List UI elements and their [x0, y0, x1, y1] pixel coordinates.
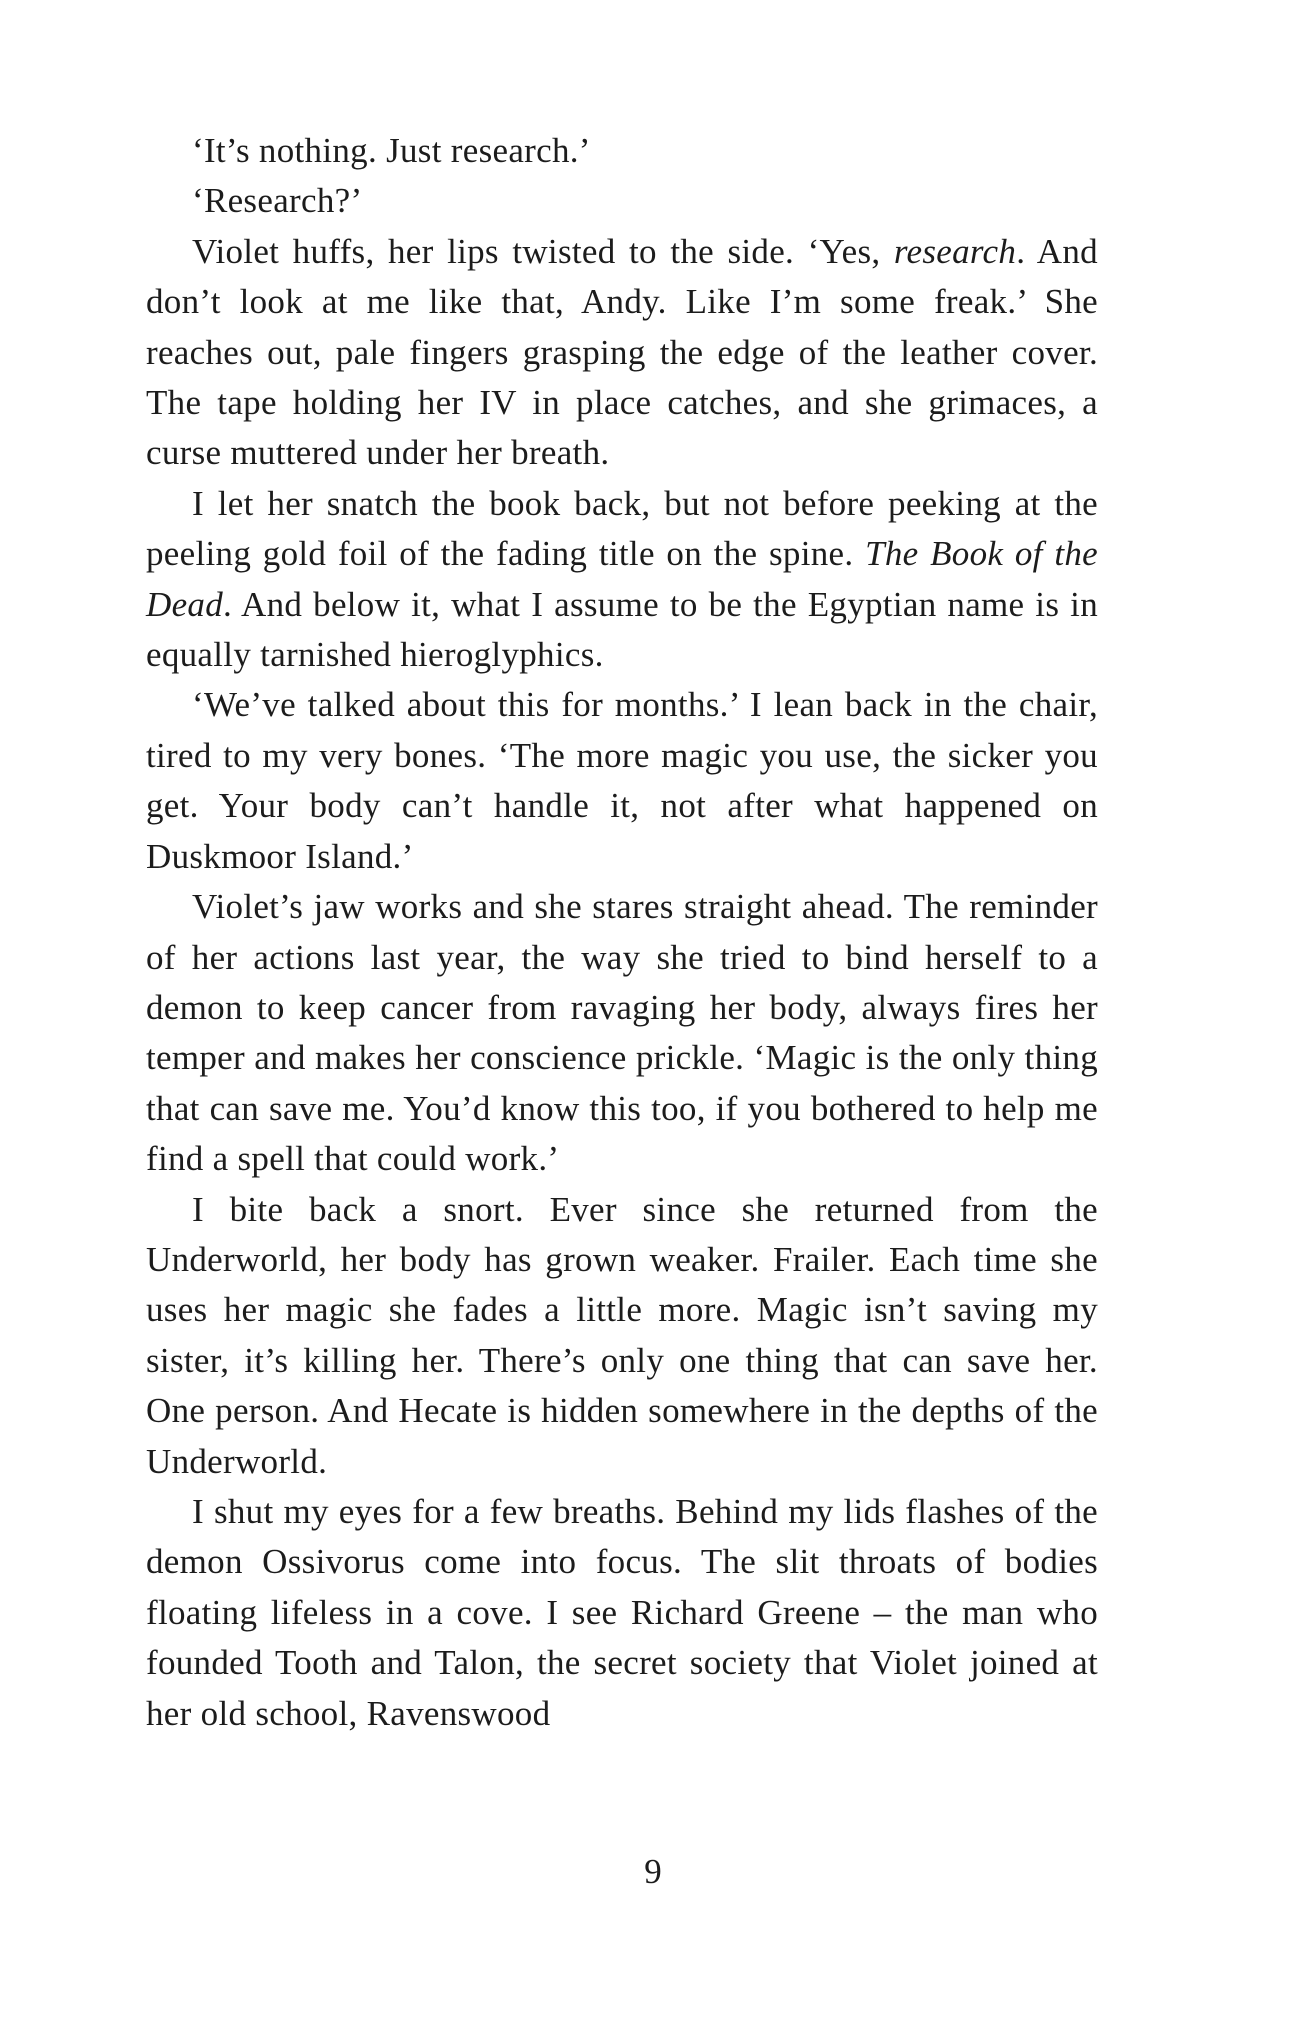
- paragraph-7: I bite back a snort. Ever since she returned from the Underworld, her body has grown weaker. Frailer. Each time she uses her magic she fades a little more. Magic isn’t saving my sister, it’s killing her. There’s only one thing that can save her. One person. And Hecate is hidden somewhere in the depths of the Underworld.: [146, 1189, 1098, 1481]
- paragraph-3: Violet huffs, her lips twisted to the side. ‘Yes, research. And don’t look at me like that, Andy. Like I’m some freak.’ She reaches out, pale fingers grasping the edge of the leather cover. The tape holding her IV in place catches, and she grimaces, a curse muttered under her breath.: [146, 231, 1098, 473]
- page-number: 9: [644, 1852, 662, 1891]
- paragraph-4: I let her snatch the book back, but not before peeking at the peeling gold foil of the fading title on the spine. The Book of the Dead. And below it, what I assume to be the Egyptian name is in equally tarnished hieroglyphics.: [146, 483, 1098, 675]
- paragraph-5: ‘We’ve talked about this for months.’ I lean back in the chair, tired to my very bones. ‘The more magic you use, the sicker you get. Your body can’t handle it, not after what happened on Duskmoor Island.’: [146, 685, 1098, 876]
- paragraph-8: I shut my eyes for a few breaths. Behind my lids flashes of the demon Ossivorus come into focus. The slit throats of bodies floating lifeless in a cove. I see Richard Greene – the man who founded Tooth and Talon, the secret society that Violet joined at her old school, Ravenswood: [146, 1491, 1098, 1733]
- italic-emphasis: research: [893, 231, 1017, 271]
- book-title-italic: The Book of the Dead: [146, 534, 1098, 624]
- paragraph-2: ‘Research?’: [192, 181, 363, 221]
- paragraph-1: ‘It’s nothing. Just research.’: [192, 131, 591, 170]
- paragraph-6: Violet’s jaw works and she stares straight ahead. The reminder of her actions last year, the way she tried to bind herself to a demon to keep cancer from ravaging her body, always fires her temper and makes her conscience prickle. ‘Magic is the only thing that can save me. You’d know this too, if you bothered to help me find a spell that could work.’: [146, 887, 1098, 1179]
- body-text: [146, 126, 1098, 1739]
